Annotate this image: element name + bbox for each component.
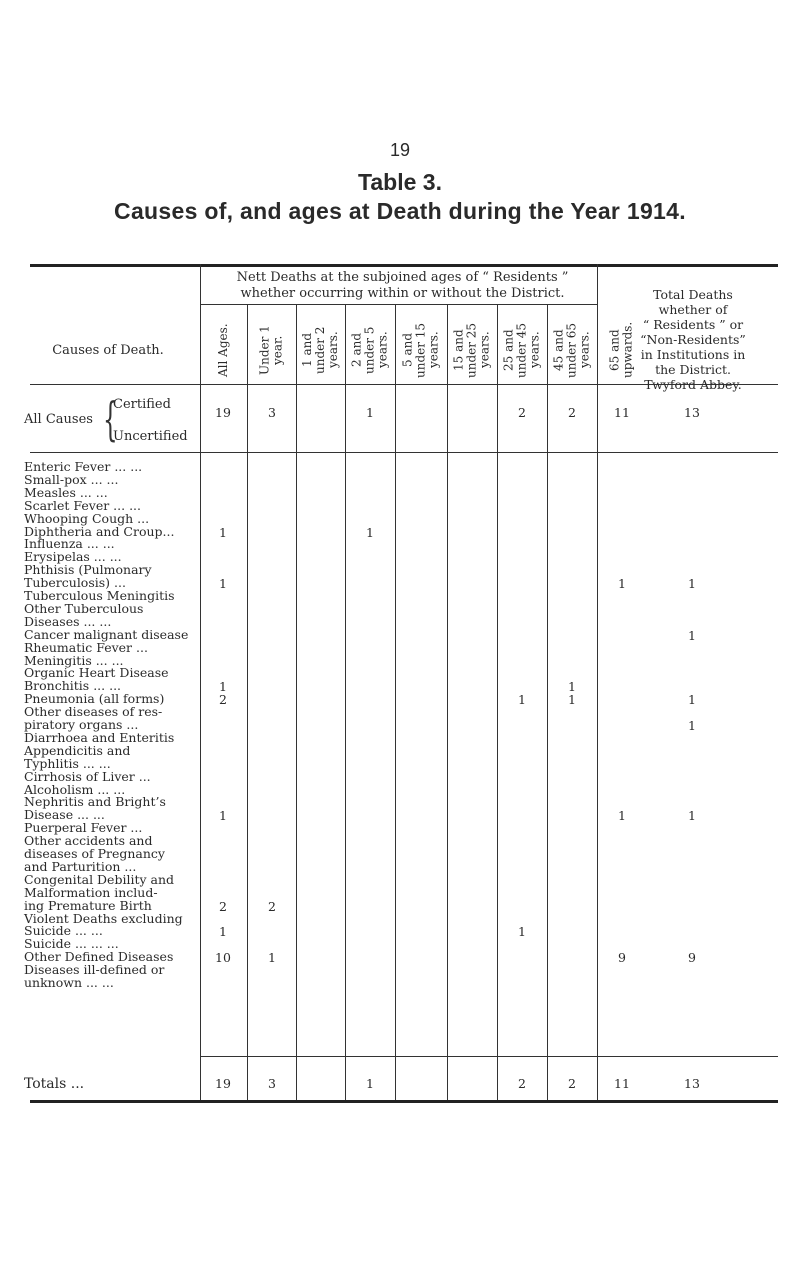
age-column-header: 45 and under 65 years. — [551, 322, 592, 378]
age-column-header: 25 and under 45 years. — [501, 322, 542, 378]
cause-value: 9 — [618, 950, 626, 966]
cause-label: Violent Deaths excluding — [24, 910, 183, 926]
age-column-header: 2 and under 5 years. — [349, 326, 390, 374]
totals-label: Totals ... — [24, 1076, 85, 1092]
cause-label: Typhlitis ... ... — [24, 755, 111, 771]
column-divider — [547, 304, 548, 1100]
age-group-header-line2: whether occurring within or without the District. — [240, 286, 565, 301]
column-divider — [247, 304, 248, 1100]
cause-value: 1 — [366, 524, 374, 540]
cause-label: Organic Heart Disease — [24, 665, 169, 681]
cause-label: Cancer malignant disease — [24, 626, 189, 642]
cause-value: 2 — [268, 898, 276, 914]
table-title: Causes of, and ages at Death during the Year 1914. — [114, 198, 686, 224]
cause-label: and Parturition ... — [24, 858, 137, 874]
subheader-rule — [200, 304, 598, 305]
cause-value: 1 — [219, 808, 227, 824]
totals-value: 19 — [215, 1076, 231, 1091]
total-header-line: Twyford Abbey. — [644, 377, 742, 392]
cause-total-value: 1 — [688, 718, 696, 733]
cause-total-value: 9 — [688, 950, 696, 966]
age-column-header: 65 and upwards. — [607, 321, 635, 379]
totals-value: 2 — [568, 1076, 576, 1091]
age-column-header: All Ages. — [216, 323, 230, 377]
column-divider — [597, 264, 598, 1100]
cause-label: unknown ... ... — [24, 975, 114, 990]
cause-label: Other Defined Diseases — [24, 949, 174, 965]
cause-label: Rheumatic Fever ... — [24, 639, 148, 655]
age-group-header — [205, 270, 600, 302]
cause-value: 1 — [568, 679, 576, 695]
brace-glyph: { — [103, 392, 118, 446]
all-causes-rule — [30, 452, 778, 453]
age-group-header-line1: Nett Deaths at the subjoined ages of “ Residents ” — [236, 270, 569, 285]
cause-total-value: 1 — [688, 692, 696, 708]
cause-label: piratory organs ... — [24, 717, 139, 732]
cause-label: ing Premature Birth — [24, 897, 152, 913]
total-header-line: “Non-Residents” — [640, 332, 746, 347]
all-causes-value: 3 — [268, 405, 276, 420]
cause-value: 1 — [219, 924, 227, 940]
totals-value: 11 — [614, 1076, 630, 1091]
all-causes-value: 2 — [518, 405, 526, 420]
total-header-line: whether of — [658, 302, 728, 317]
cause-label: Congenital Debility and — [24, 871, 175, 887]
cause-label: Disease ... ... — [24, 807, 105, 823]
cause-label: Nephritis and Bright’s — [24, 794, 166, 810]
cause-label: Other Tuberculous — [24, 600, 144, 616]
column-divider — [497, 304, 498, 1100]
cause-total-value: 1 — [688, 576, 696, 592]
cause-total-value: 1 — [688, 808, 696, 824]
cause-label: Whooping Cough ... — [24, 510, 150, 526]
cause-label: Puerperal Fever ... — [24, 820, 143, 836]
age-column-header: 1 and under 2 years. — [300, 326, 340, 374]
cause-label: Small-pox ... ... — [24, 471, 119, 487]
cause-value: 1 — [518, 924, 526, 940]
age-column-header: 15 and under 25 years. — [451, 322, 492, 378]
cause-value: 1 — [219, 524, 227, 540]
cause-value: 1 — [618, 808, 626, 824]
total-header-line: the District. — [655, 362, 731, 377]
cause-value: 2 — [219, 692, 227, 708]
column-divider — [447, 304, 448, 1100]
all-causes-total-value: 13 — [684, 405, 700, 420]
column-divider — [395, 304, 396, 1100]
causes-column-header: Causes of Death. — [52, 343, 164, 358]
cause-label: Diseases ... ... — [24, 613, 112, 629]
certified-label: Certified — [113, 397, 171, 412]
cause-label: Enteric Fever ... ... — [24, 459, 143, 474]
age-column-header: 5 and under 15 years. — [400, 322, 441, 378]
cause-label: Pneumonia (all forms) — [24, 691, 165, 707]
cause-label: Measles ... ... — [24, 484, 108, 500]
total-header-line: in Institutions in — [640, 347, 746, 362]
all-causes-value: 1 — [366, 405, 374, 420]
cause-label: Alcoholism ... ... — [24, 781, 126, 797]
cause-label: Other accidents and — [24, 833, 153, 849]
cause-label: Suicide ... ... ... — [24, 936, 119, 952]
table-number: Table 3. — [358, 169, 442, 195]
cause-label: Appendicitis and — [24, 742, 131, 758]
totals-total-value: 13 — [684, 1076, 700, 1091]
cause-label: Meningitis ... ... — [24, 652, 124, 668]
cause-label: Erysipelas ... ... — [24, 549, 122, 565]
bottom-rule — [30, 1100, 778, 1103]
cause-value: 2 — [219, 898, 227, 914]
totals-value: 3 — [268, 1076, 276, 1091]
totals-value: 1 — [366, 1076, 374, 1091]
cause-label: Malformation includ- — [24, 884, 158, 900]
cause-label: Diphtheria and Croup... — [24, 523, 175, 539]
cause-label: Other diseases of res- — [24, 704, 163, 720]
all-causes-value: 2 — [568, 405, 576, 420]
column-divider — [345, 304, 346, 1100]
cause-label: Suicide ... ... — [24, 923, 103, 939]
cause-label: Influenza ... ... — [24, 536, 115, 552]
cause-label: Tuberculous Meningitis — [24, 588, 175, 603]
cause-value: 10 — [215, 950, 231, 966]
cause-label: diseases of Pregnancy — [24, 846, 165, 861]
cause-label: Tuberculosis) ... — [24, 575, 126, 591]
total-header-line: Total Deaths — [653, 287, 733, 302]
all-causes-value: 11 — [614, 405, 630, 420]
total-header-line: “ Residents ” or — [642, 317, 744, 332]
all-causes-value: 19 — [215, 405, 231, 420]
totals-rule — [200, 1056, 778, 1057]
cause-value: 1 — [518, 692, 526, 708]
totals-value: 2 — [518, 1076, 526, 1091]
cause-value: 1 — [568, 692, 576, 708]
cause-value: 1 — [219, 679, 227, 695]
column-divider — [296, 304, 297, 1100]
cause-total-value: 1 — [688, 627, 696, 643]
cause-label: Bronchitis ... ... — [24, 678, 122, 694]
cause-label: Diseases ill-defined or — [24, 962, 165, 978]
cause-value: 1 — [219, 576, 227, 592]
page-number: 19 — [389, 140, 411, 160]
top-rule — [30, 264, 778, 267]
cause-label: Phthisis (Pulmonary — [24, 562, 152, 578]
all-causes-label: All Causes — [24, 412, 93, 427]
cause-label: Diarrhoea and Enteritis — [24, 729, 175, 745]
cause-value: 1 — [268, 950, 276, 966]
uncertified-label: Uncertified — [113, 429, 188, 444]
cause-label: Scarlet Fever ... ... — [24, 497, 141, 513]
cause-value: 1 — [618, 576, 626, 592]
age-column-header: Under 1 year. — [257, 325, 285, 375]
cause-label: Cirrhosis of Liver ... — [24, 768, 151, 784]
